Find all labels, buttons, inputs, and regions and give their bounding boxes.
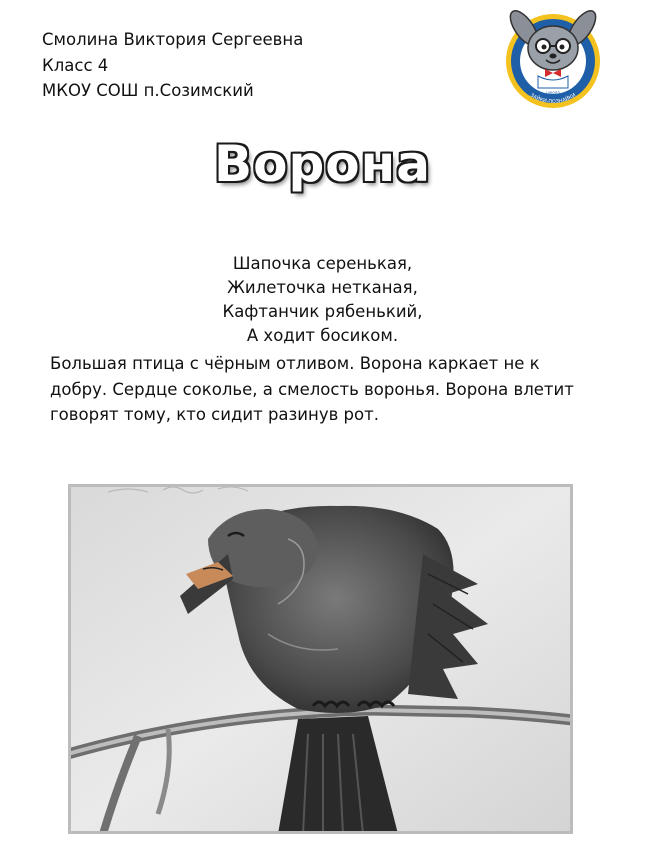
logo-main-text: ЗАЙКИ-ПОЗНАЙКИ [529, 92, 577, 106]
description-paragraph [50, 351, 610, 428]
bunny-logo-icon [500, 6, 606, 112]
description-line: Большая птица с чёрным отливом. Ворона каркает не к [50, 354, 540, 373]
riddle-line: Шапочка серенькая, [232, 254, 413, 273]
riddle-line: Жилеточка нетканая, [227, 278, 418, 297]
riddle-line: А ходит босиком. [246, 326, 399, 345]
logo-top-text: школа [546, 90, 560, 95]
description-line: добру. Сердце соколье, а смелость воронья. Ворона влетит [50, 379, 574, 399]
riddle-line: Кафтанчик рябенький, [222, 302, 423, 321]
riddle-block [0, 252, 645, 348]
crow-drawing-image [68, 484, 573, 834]
grade-label: Класс 4 [42, 55, 109, 75]
school-name: МКОУ СОШ п.Созимский [42, 81, 254, 100]
crow-drawing-photo [68, 484, 573, 834]
school-logo [500, 6, 606, 112]
description-line: говорят тому, кто сидит разинув рот. [50, 405, 379, 424]
author-block [42, 27, 303, 104]
author-name: Смолина Виктория Сергеевна [42, 30, 304, 49]
page-title: Ворона [214, 135, 431, 193]
